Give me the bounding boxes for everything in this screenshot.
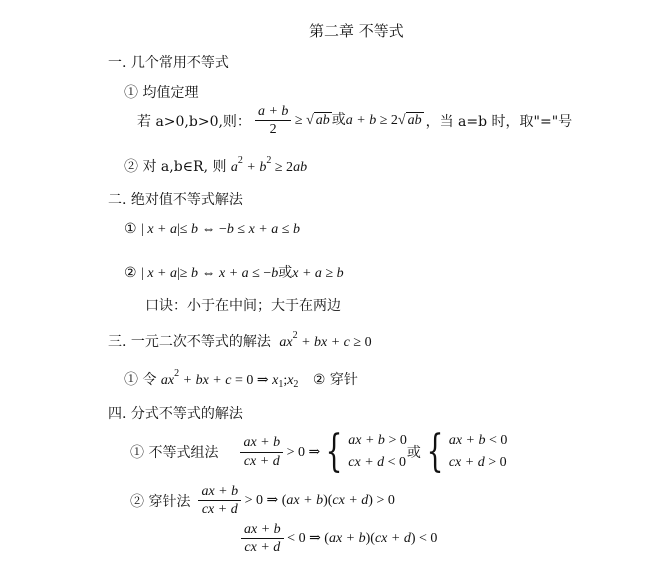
abs-less-line (124, 221, 300, 238)
quadratic-inequality-formula: $ax^2$ + bx + c ≥ 0 (279, 330, 372, 350)
section-4-heading: 四. 分式不等式的解法 (108, 406, 243, 422)
abs-greater-formula: | x + a|≥ b ⇔ x + a ≤ −b或x + a ≥ b (141, 265, 344, 281)
mean-theorem-label: ① 均值定理 (124, 85, 199, 101)
mean-theorem-line (137, 104, 572, 138)
quadratic-roots-line (124, 368, 358, 390)
chuanzhen-method-label: ② 穿针 (312, 372, 358, 388)
needle-method-formula-1: $\frac{ax + b}{cx + d}$ > 0 ⇒ ( ax + b )( cx + d ) > 0 (198, 484, 394, 518)
section-1-heading: 一. 几个常用不等式 (108, 55, 229, 71)
mean-inequality-formula: $\frac{a + b}{2}$ ≥ √ ab 或a + b ≥ 2√ ab (255, 104, 424, 138)
abs-or-word: 或 (278, 265, 293, 281)
abs-less-formula: | x + a|≤ b ⇔ −b ≤ x + a ≤ b (141, 222, 300, 237)
needle-method-formula-2: $\frac{ax + b}{cx + d}$ < 0 ⇒ ( ax + b )( cx + d ) < 0 (241, 522, 437, 556)
mnemonic-text: 口诀：小于在中间；大于在两边 (145, 298, 341, 314)
needle-method-line-2 (241, 522, 437, 556)
quadratic-let-label: ① 令 (124, 372, 157, 388)
section-3-heading-line (108, 330, 372, 351)
page-title: 第二章 不等式 (309, 22, 404, 40)
abs-less-label: ① (124, 221, 137, 237)
abs-greater-line (124, 262, 344, 282)
quadratic-roots-formula: $ax^2$ + bx + c = 0 ⇒ $x_1;x_2$ (160, 368, 299, 390)
section-3-heading: 三. 一元二次不等式的解法 (108, 334, 271, 350)
system-method-label: ① 不等式组法 (130, 445, 219, 461)
mean-theorem-condition: 若 a>0,b>0,则： (137, 113, 251, 130)
system-method-line (130, 426, 508, 477)
mean-theorem-equality-note: ，当 a=b 时，取"="号 (425, 113, 573, 130)
fraction-or-word: 或 (406, 445, 421, 461)
square-sum-line (124, 155, 307, 176)
abs-greater-label: ② (124, 265, 137, 281)
system-method-formula: $\frac{ax + b}{cx + d}$ > 0 ⇒ { ax + b > 0 cx + d < 0 或 { ax + b < 0 cx + d > 0 (240, 430, 507, 474)
needle-method-line (130, 484, 395, 518)
square-sum-label: ② 对 a,b∈R, 则 (124, 159, 227, 175)
section-2-heading: 二. 绝对值不等式解法 (108, 192, 243, 208)
needle-method-label: ② 穿针法 (130, 493, 191, 510)
square-sum-formula: $a^2 + b^2 \ge 2ab$ (230, 155, 308, 175)
